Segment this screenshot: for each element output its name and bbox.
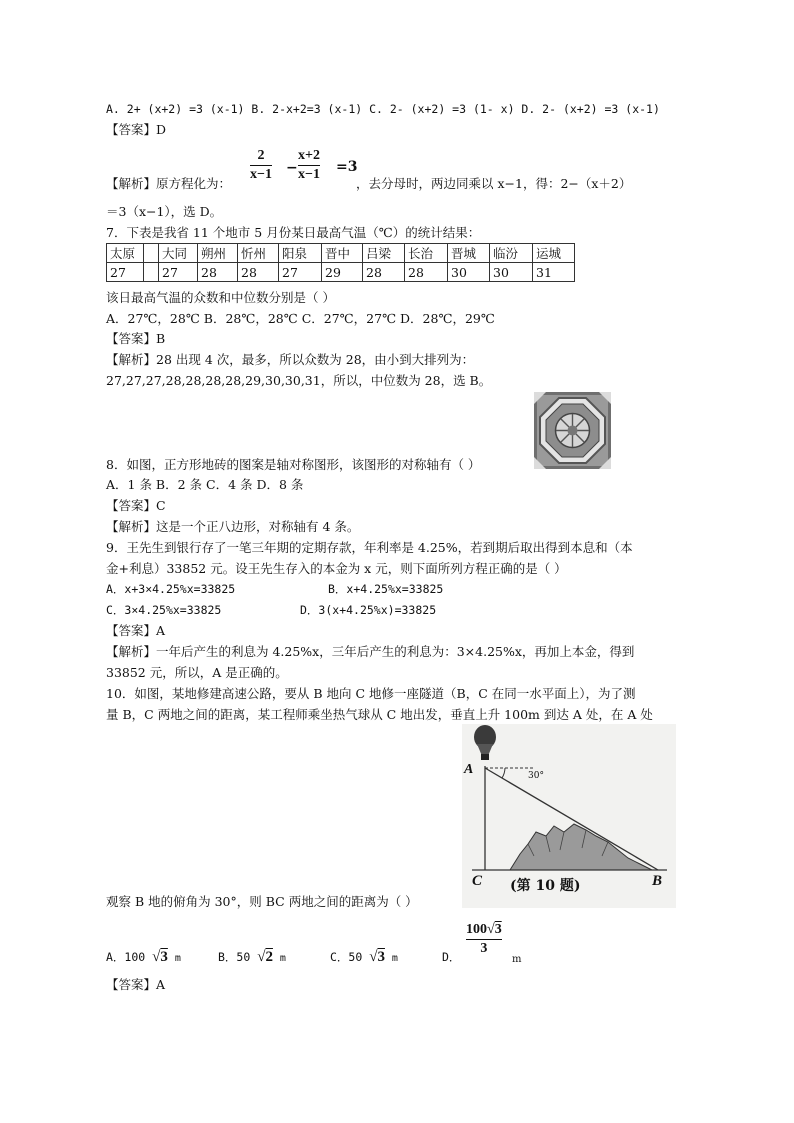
q6-options: A. 2+ (x+2) =3 (x-1) B. 2-x+2=3 (x-1) C. 2- (x+2) =3 (1- x) D. 2- (x+2) =3 (x-1) (106, 102, 660, 116)
q10-stem-1: 10．如图，某地修建高速公路，要从 B 地向 C 地修一座隧道（B，C 在同一水平面上），为了测 (106, 686, 636, 701)
q9-stem-2: 金+利息）33852 元。设王先生存入的本金为 x 元，则下面所列方程正确的是（ ） (106, 561, 567, 576)
q9-option-c: C．3×4.25%x=33825 (106, 603, 222, 617)
q8-answer: 【答案】C (106, 498, 166, 513)
q7-answer: 【答案】B (106, 331, 166, 346)
cell: 大同 (159, 244, 198, 263)
q8-options: A．1 条 B．2 条 C．4 条 D．8 条 (106, 477, 304, 492)
cell: 阳泉 (279, 244, 322, 263)
q10-option-c: C．50 √3 m (330, 949, 398, 965)
fraction-100sqrt3-over-3: 100√3 3 (466, 922, 502, 956)
cell: 28 (198, 263, 238, 282)
q10-stem-3: 观察 B 地的俯角为 30°，则 BC 两地之间的距离为（ ） (106, 894, 418, 909)
q6-analysis-prefix: 【解析】原方程化为： (106, 176, 232, 191)
temperature-table (106, 243, 575, 282)
table-row-temps (107, 263, 575, 282)
q6-answer: 【答案】D (106, 122, 167, 137)
q10-option-d-unit: m (512, 954, 522, 965)
q10-stem-2: 量 B，C 两地之间的距离，某工程师乘坐热气球从 C 地出发，垂直上升 100m 到达 A 处，在 A 处 (106, 707, 653, 722)
cell: 28 (238, 263, 279, 282)
cell: 28 (363, 263, 405, 282)
balloon-triangle-figure (462, 724, 676, 908)
q7-stem: 7．下表是我省 11 个地市 5 月份某日最高气温（℃）的统计结果： (106, 225, 481, 240)
q10-option-d-label: D． (442, 950, 461, 964)
table-row-cities (107, 244, 575, 263)
cell: 30 (448, 263, 490, 282)
cell: 28 (405, 263, 448, 282)
cell: 27 (159, 263, 198, 282)
sqrt-icon: √ (369, 949, 378, 965)
angle-label: 30° (528, 771, 544, 781)
sqrt-icon: √ (152, 949, 161, 965)
cell: 27 (107, 263, 144, 282)
octagon-tile-figure (534, 392, 611, 469)
q7-analysis-1: 【解析】28 出现 4 次，最多，所以众数为 28，由小到大排列为： (106, 352, 475, 367)
q9-option-a: A．x+3×4.25%x=33825 (106, 582, 236, 596)
cell: 长治 (405, 244, 448, 263)
q9-option-b: B．x+4.25%x=33825 (328, 582, 444, 596)
cell: 27 (279, 263, 322, 282)
cell: 朔州 (198, 244, 238, 263)
q8-analysis: 【解析】这是一个正八边形，对称轴有 4 条。 (106, 519, 360, 534)
label-b: B (652, 873, 663, 889)
sqrt-icon: √ (487, 922, 495, 937)
label-a: A (464, 762, 474, 777)
cell (144, 244, 159, 263)
label-c: C (472, 873, 483, 889)
q10-option-b: B．50 √2 m (218, 949, 286, 965)
q8-stem: 8．如图，正方形地砖的图案是轴对称图形，该图形的对称轴有（ ） (106, 457, 481, 472)
q9-answer: 【答案】A (106, 623, 166, 638)
cell: 晋城 (448, 244, 490, 263)
q9-option-d: D．3(x+4.25%x)=33825 (300, 603, 437, 617)
q10-option-a: A．100 √3 m (106, 949, 181, 965)
q7-question: 该日最高气温的众数和中位数分别是（ ） (106, 290, 335, 305)
figure-caption: (第 10 题) (510, 878, 581, 894)
sqrt-icon: √ (257, 949, 266, 965)
q7-options: A．27℃，28℃ B．28℃，28℃ C．27℃，27℃ D．28℃，29℃ (106, 311, 495, 326)
cell: 30 (490, 263, 533, 282)
cell: 晋中 (322, 244, 363, 263)
cell: 忻州 (238, 244, 279, 263)
cell: 吕梁 (363, 244, 405, 263)
cell: 太原 (107, 244, 144, 263)
q6-analysis-line2: ＝3（x−1），选 D。 (106, 204, 223, 219)
cell: 31 (533, 263, 575, 282)
fraction-x2-over-x-1: x+2 x−1 (298, 148, 320, 182)
cell: 运城 (533, 244, 575, 263)
q9-stem-1: 9．王先生到银行存了一笔三年期的定期存款，年利率是 4.25%，若到期后取出得到本息和（本 (106, 540, 633, 555)
minus-sign: − (286, 160, 298, 176)
equals-3: =3 (336, 159, 358, 175)
fraction-2-over-x-1: 2 x−1 (250, 148, 272, 182)
q10-answer: 【答案】A (106, 977, 166, 992)
cell: 29 (322, 263, 363, 282)
cell: 临汾 (490, 244, 533, 263)
cell (144, 263, 159, 282)
q9-analysis-1: 【解析】一年后产生的利息为 4.25%x，三年后产生的利息为：3×4.25%x，再加上本金，得到 (106, 644, 635, 659)
q6-analysis-suffix: ，去分母时，两边同乘以 x−1，得：2−（x＋2） (356, 176, 632, 191)
q7-analysis-2: 27,27,27,28,28,28,28,29,30,30,31，所以，中位数为 28，选 B。 (106, 373, 492, 388)
q9-analysis-2: 33852 元，所以，A 是正确的。 (106, 665, 288, 680)
